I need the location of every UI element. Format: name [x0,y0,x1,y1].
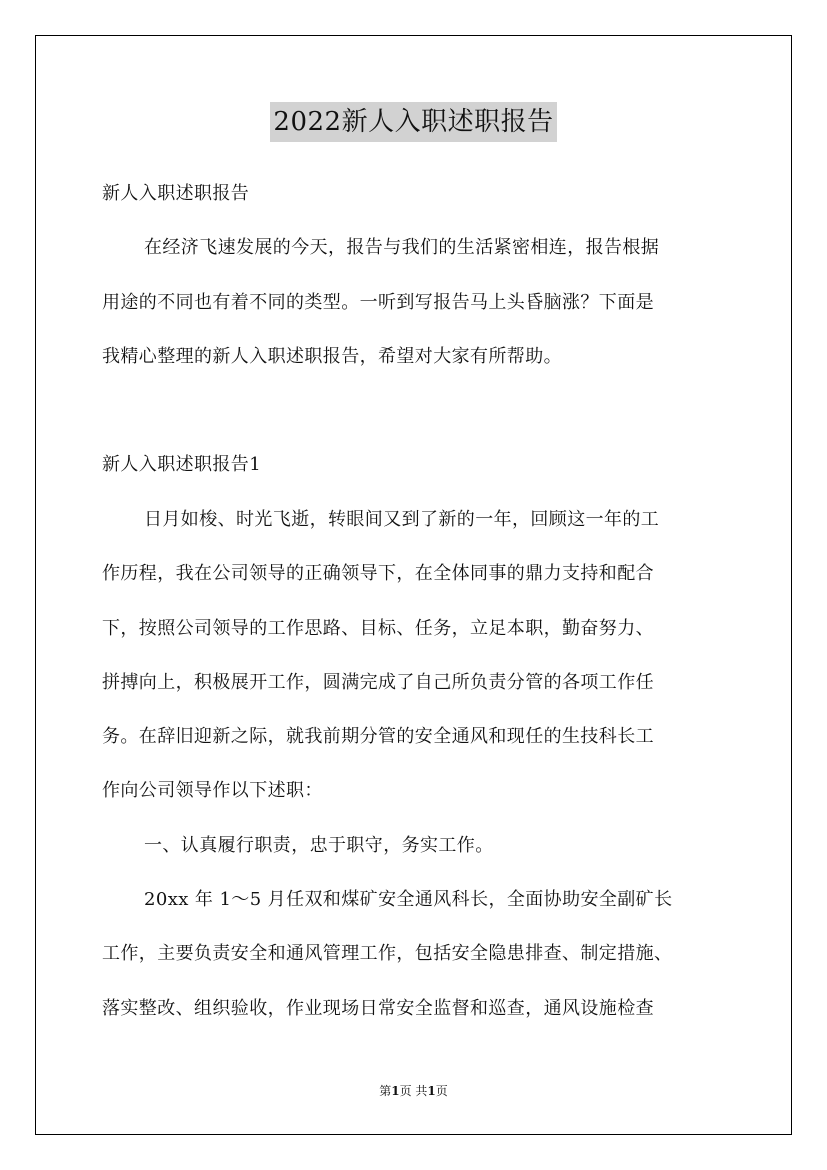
paragraph-line: 日月如梭、时光飞逝，转眼间又到了新的一年，回顾这一年的工 [144,509,660,530]
paragraph-line: 拼搏向上，积极展开工作，圆满完成了自己所负责分管的各项工作任 [102,672,654,693]
footer-page-middle: 页 共 [399,1084,428,1098]
paragraph-line: 作向公司领导作以下述职： [102,780,323,801]
paragraph-line: 下，按照公司领导的工作思路、目标、任务，立足本职，勤奋努力、 [102,618,654,639]
paragraph-line: 落实整改、组织验收，作业现场日常安全监督和巡查，通风设施检查 [102,998,654,1019]
paragraph-line: 我精心整理的新人入职述职报告，希望对大家有所帮助。 [102,346,562,367]
document-title [0,100,827,142]
section-heading: 新人入职述职报告 [102,183,250,204]
paragraph-line: 务。在辞旧迎新之际，就我前期分管的安全通风和现任的生技科长工 [102,726,654,747]
document-title-text: 2022新人入职述职报告 [270,102,556,142]
paragraph-line: 20xx 年 1～5 月任双和煤矿安全通风科长，全面协助安全副矿长 [144,889,673,910]
section-heading: 新人入职述职报告1 [102,454,262,475]
paragraph-line: 作历程，我在公司领导的正确领导下，在全体同事的鼎力支持和配合 [102,563,654,584]
footer-page-total: 1 [427,1084,436,1098]
subsection-heading: 一、认真履行职责，忠于职守，务实工作。 [144,835,494,856]
page-footer [0,1083,827,1099]
footer-page-suffix: 页 [435,1084,448,1098]
paragraph-line: 用途的不同也有着不同的类型。一听到写报告马上头昏脑涨？下面是 [102,292,654,313]
footer-page-current: 1 [391,1084,400,1098]
paragraph-line: 在经济飞速发展的今天，报告与我们的生活紧密相连，报告根据 [144,237,660,258]
paragraph-line: 工作，主要负责安全和通风管理工作，包括安全隐患排查、制定措施、 [102,943,673,964]
footer-page-prefix: 第 [379,1084,392,1098]
